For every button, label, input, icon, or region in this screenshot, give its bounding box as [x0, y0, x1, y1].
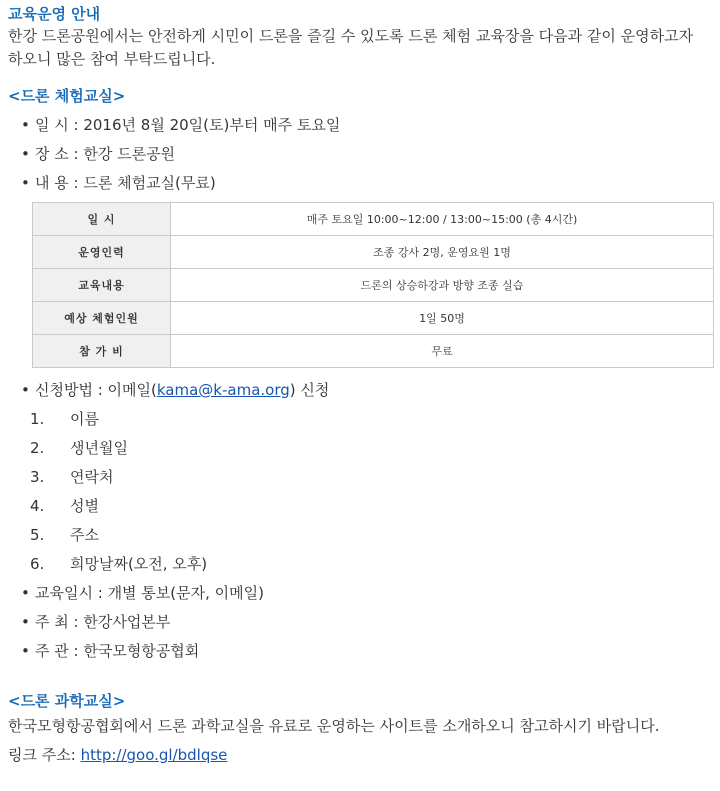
detail-label: 주 관 : [35, 642, 84, 660]
required-info-list [8, 405, 712, 579]
row-value: 조종 강사 2명, 운영요원 1명 [171, 236, 714, 269]
detail-value: 드론 체험교실(무료) [83, 174, 216, 192]
list-number: 3. [30, 468, 45, 486]
list-item [30, 521, 712, 550]
detail-value: 한강 드론공원 [83, 145, 176, 163]
section-heading-experience: <드론 체험교실> [8, 87, 126, 105]
table-row [33, 236, 714, 269]
detail-label: 교육일시 : [35, 584, 108, 602]
list-item [30, 463, 712, 492]
intro-paragraph: 한강 드론공원에서는 안전하게 시민이 드론을 즐길 수 있도록 드론 체험 교육장을 다음과 같이 운영하고자 하오니 많은 참여 부탁드립니다. [8, 27, 694, 68]
list-number: 5. [30, 526, 45, 544]
row-value: 무료 [171, 335, 714, 368]
apply-label: 신청방법 : 이메일( [35, 381, 157, 399]
list-text: 희망날짜(오전, 오후) [70, 555, 208, 573]
email-link[interactable]: kama@k-ama.org [156, 381, 290, 399]
detail-schedule [21, 111, 712, 140]
list-item [30, 550, 712, 579]
list-item [30, 492, 712, 521]
apply-item [21, 376, 712, 405]
section-heading-science: <드론 과학교실> [8, 692, 126, 710]
table-row [33, 203, 714, 236]
detail-value: 2016년 8월 20일(토)부터 매주 토요일 [83, 116, 341, 134]
list-number: 2. [30, 439, 45, 457]
detail-value: 개별 통보(문자, 이메일) [107, 584, 264, 602]
list-text: 생년월일 [70, 439, 128, 457]
table-row [33, 302, 714, 335]
science-description: 한국모형항공협회에서 드론 과학교실을 유료로 운영하는 사이트를 소개하오니 참고하시기 바랍니다. [8, 717, 660, 735]
list-number: 4. [30, 497, 45, 515]
row-value: 1일 50명 [171, 302, 714, 335]
row-header: 예상 체험인원 [33, 302, 171, 335]
link-label: 링크 주소: [8, 746, 81, 764]
row-header: 교육내용 [33, 269, 171, 302]
list-text: 이름 [70, 410, 99, 428]
detail-label: 주 최 : [35, 613, 84, 631]
detail-label: 일 시 : [35, 116, 84, 134]
more-details [8, 579, 712, 666]
application-method [8, 376, 712, 405]
list-text: 주소 [70, 526, 99, 544]
detail-label: 내 용 : [35, 174, 84, 192]
site-link[interactable]: http://goo.gl/bdlqse [80, 746, 228, 764]
row-header: 일 시 [33, 203, 171, 236]
apply-suffix: ) 신청 [289, 381, 330, 399]
detail-notice [21, 579, 712, 608]
program-info-table [32, 202, 714, 368]
list-text: 연락처 [70, 468, 114, 486]
row-value: 드론의 상승하강과 방향 조종 실습 [171, 269, 714, 302]
row-header: 운영인력 [33, 236, 171, 269]
detail-value: 한강사업본부 [83, 613, 171, 631]
experience-details [8, 111, 712, 198]
detail-label: 장 소 : [35, 145, 84, 163]
page-title: 교육운영 안내 [8, 5, 101, 23]
list-text: 성별 [70, 497, 99, 515]
row-header: 참 가 비 [33, 335, 171, 368]
detail-organizer [21, 637, 712, 666]
table-row [33, 269, 714, 302]
list-number: 6. [30, 555, 45, 573]
detail-value: 한국모형항공협회 [83, 642, 200, 660]
row-value: 매주 토요일 10:00~12:00 / 13:00~15:00 (총 4시간) [171, 203, 714, 236]
table-row [33, 335, 714, 368]
list-item [30, 405, 712, 434]
list-item [30, 434, 712, 463]
detail-content [21, 169, 712, 198]
list-number: 1. [30, 410, 45, 428]
link-line [8, 741, 712, 770]
detail-host [21, 608, 712, 637]
detail-place [21, 140, 712, 169]
